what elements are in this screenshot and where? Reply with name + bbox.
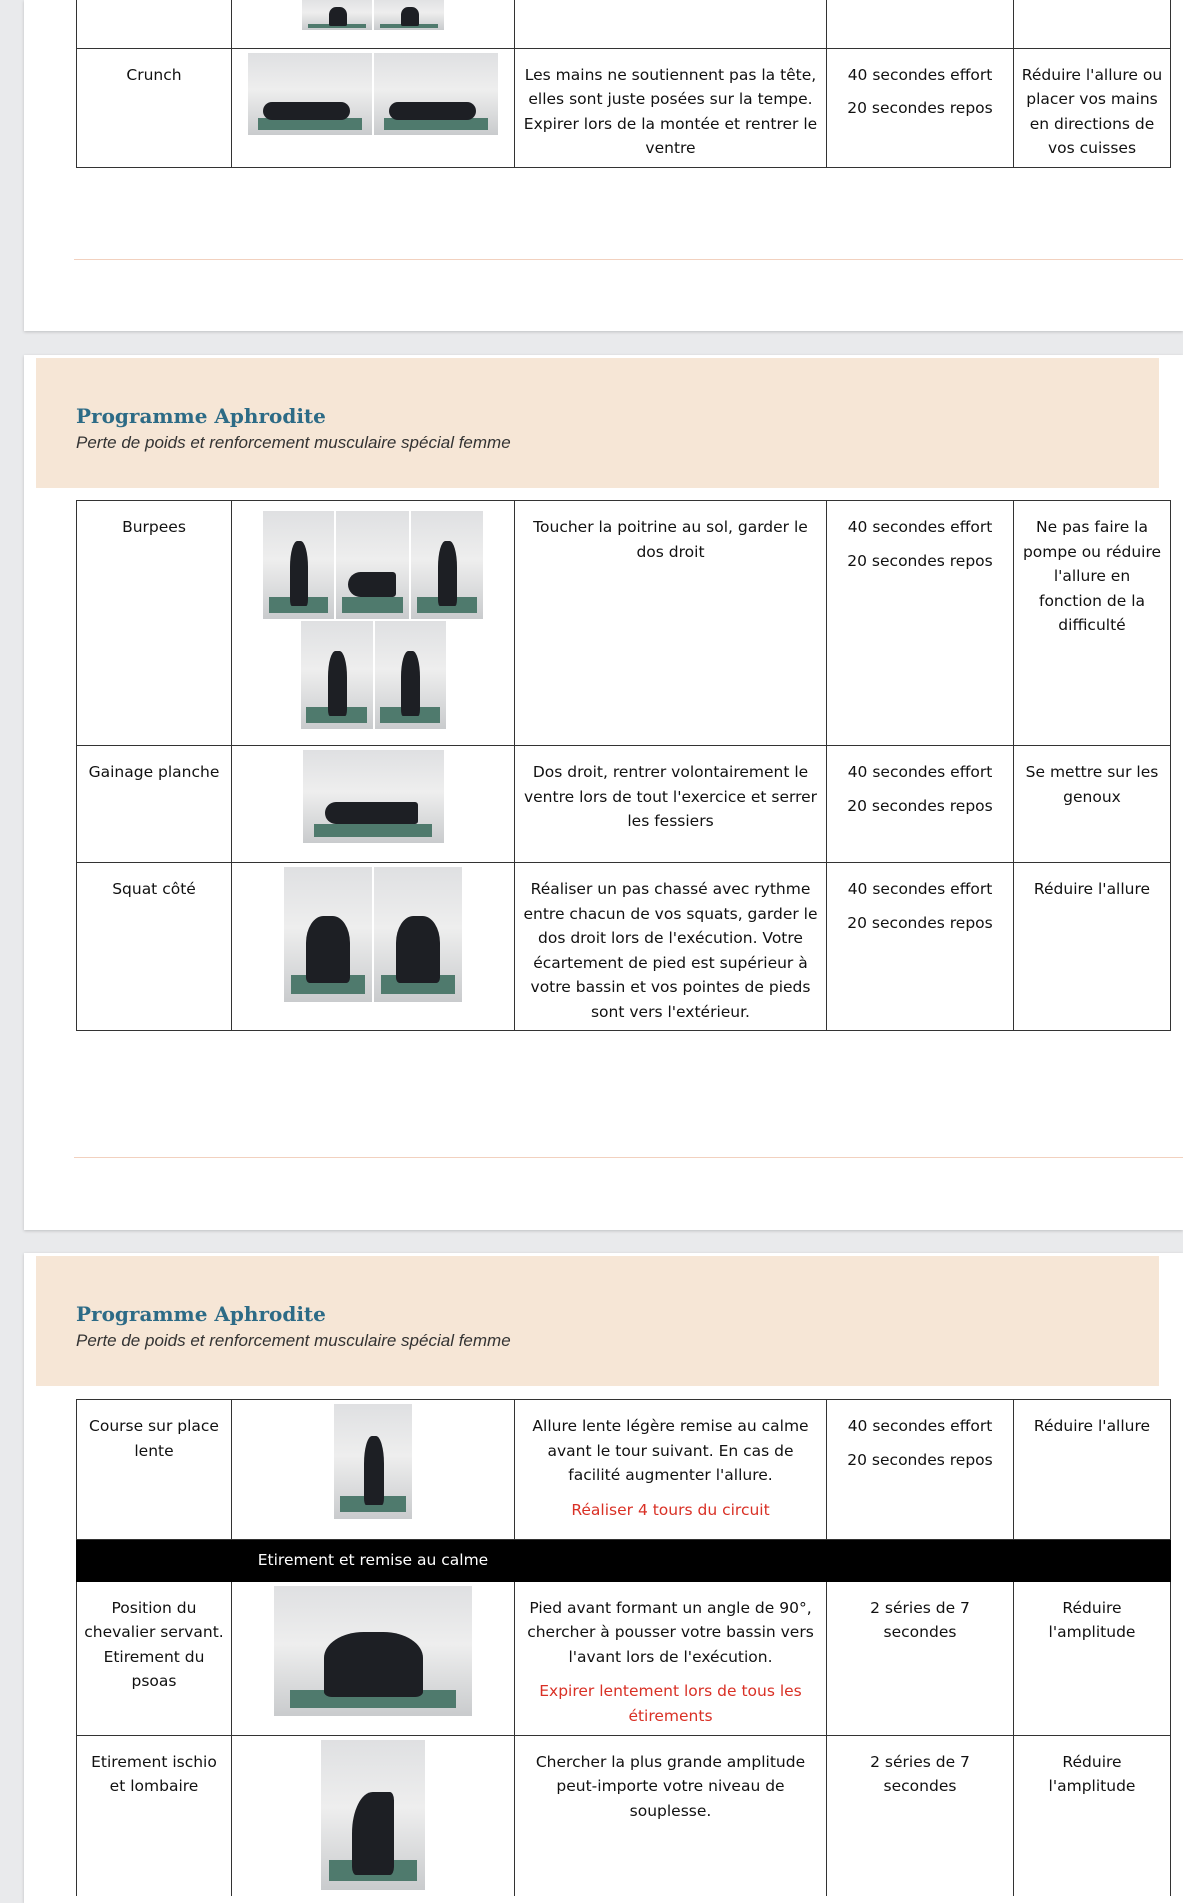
- circuit-note: Réaliser 4 tours du circuit: [571, 1500, 770, 1519]
- exercise-photo: [301, 621, 373, 729]
- table-row: [77, 0, 1171, 48]
- exercise-instruction: Pied avant formant un angle de 90°, chercher à pousser votre bassin vers l'avant lors de l'exécution. Expirer lentement lors de tous les étirements: [515, 1581, 827, 1735]
- exercise-instruction: Les mains ne soutiennent pas la tête, elles sont juste posées sur la tempe. Expirer lors de la montée et rentrer le ventre: [515, 48, 827, 167]
- section-band-label: Etirement et remise au calme: [232, 1540, 515, 1582]
- exercise-adaptation: Réduire l'amplitude: [1014, 1735, 1171, 1896]
- table-row: [77, 863, 1171, 1031]
- exercise-photo: [263, 511, 334, 619]
- exercise-adaptation: Réduire l'allure: [1014, 863, 1171, 1031]
- program-subtitle: Perte de poids et renforcement musculaire spécial femme: [76, 433, 511, 452]
- exercise-instruction: Réaliser un pas chassé avec rythme entre chacun de vos squats, garder le dos droit lors de l'exécution. Votre écartement de pied est supérieur à votre bassin et vos pointes de pieds sont vers l'extérieur.: [515, 863, 827, 1031]
- exercise-photo: [284, 867, 372, 1002]
- exercise-photos: [232, 1400, 515, 1540]
- exercise-adaptation: Réduire l'amplitude: [1014, 1581, 1171, 1735]
- exercise-duration: 40 secondes effort 20 secondes repos: [827, 746, 1014, 863]
- exercise-name: Position du chevalier servant. Etirement du psoas: [77, 1581, 232, 1735]
- exercise-name: Gainage planche: [77, 746, 232, 863]
- exercise-photos: [232, 1581, 515, 1735]
- stretch-note: Expirer lentement lors de tous les étirements: [539, 1682, 802, 1725]
- exercise-duration: 2 séries de 7 secondes: [827, 1581, 1014, 1735]
- exercise-adaptation: Réduire l'allure: [1014, 1400, 1171, 1540]
- section-band: [77, 1540, 1171, 1582]
- exercise-photo: [321, 1740, 425, 1890]
- exercise-duration: 40 secondes effort 20 secondes repos: [827, 1400, 1014, 1540]
- exercise-instruction: Allure lente légère remise au calme avant le tour suivant. En cas de facilité augmenter l'allure. Réaliser 4 tours du circuit: [515, 1400, 827, 1540]
- table-row: [77, 746, 1171, 863]
- exercise-adaptation: Ne pas faire la pompe ou réduire l'allure en fonction de la difficulté: [1014, 501, 1171, 746]
- exercise-photos: [232, 501, 515, 746]
- exercise-table-3: [76, 1399, 1171, 1896]
- exercise-photo: [374, 53, 498, 135]
- exercise-instruction: Dos droit, rentrer volontairement le ventre lors de tout l'exercice et serrer les fessiers: [515, 746, 827, 863]
- table-row: [77, 1581, 1171, 1735]
- exercise-table-2: [76, 500, 1171, 1031]
- page-divider: [74, 1157, 1183, 1158]
- exercise-photo: [375, 621, 446, 729]
- exercise-photo: [334, 1404, 412, 1519]
- exercise-duration: 40 secondes effort 20 secondes repos: [827, 501, 1014, 746]
- exercise-duration: 40 secondes effort 20 secondes repos: [827, 863, 1014, 1031]
- exercise-photo: [248, 53, 372, 135]
- exercise-table-1: [76, 0, 1171, 168]
- exercise-photo: [274, 1586, 472, 1716]
- exercise-photo: [303, 750, 444, 843]
- exercise-photos: [232, 1735, 515, 1896]
- exercise-name: Squat côté: [77, 863, 232, 1031]
- exercise-photos: [232, 746, 515, 863]
- exercise-name: Etirement ischio et lombaire: [77, 1735, 232, 1896]
- exercise-photos: [232, 48, 515, 167]
- exercise-photos: [232, 863, 515, 1031]
- exercise-duration: 40 secondes effort 20 secondes repos: [827, 48, 1014, 167]
- exercise-adaptation: Réduire l'allure ou placer vos mains en directions de vos cuisses: [1014, 48, 1171, 167]
- exercise-instruction: Toucher la poitrine au sol, garder le dos droit: [515, 501, 827, 746]
- table-row: [77, 1735, 1171, 1896]
- exercise-name: Burpees: [77, 501, 232, 746]
- exercise-adaptation: Se mettre sur les genoux: [1014, 746, 1171, 863]
- program-title: Programme Aphrodite: [76, 404, 326, 428]
- exercise-name: Course sur place lente: [77, 1400, 232, 1540]
- exercise-photo: [374, 0, 444, 30]
- exercise-duration: 2 séries de 7 secondes: [827, 1735, 1014, 1896]
- program-title: Programme Aphrodite: [76, 1302, 326, 1326]
- exercise-instruction: Chercher la plus grande amplitude peut-importe votre niveau de souplesse.: [515, 1735, 827, 1896]
- table-row: [77, 48, 1171, 167]
- exercise-photo: [411, 511, 483, 619]
- exercise-photo: [374, 867, 462, 1002]
- table-row: [77, 501, 1171, 746]
- exercise-photo: [302, 0, 372, 30]
- table-row: [77, 1400, 1171, 1540]
- page-divider: [74, 259, 1183, 260]
- program-subtitle: Perte de poids et renforcement musculaire spécial femme: [76, 1331, 511, 1350]
- exercise-photo: [336, 511, 409, 619]
- exercise-name: Crunch: [77, 48, 232, 167]
